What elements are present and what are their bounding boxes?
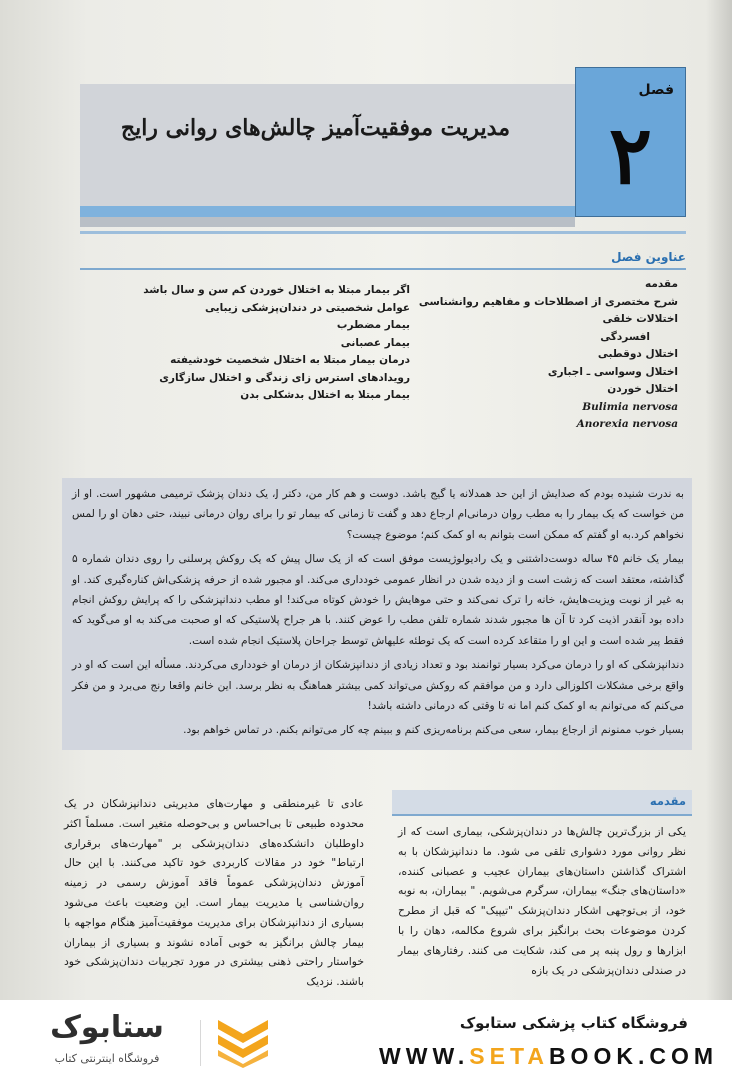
case-paragraph: دندانپزشکی که او را درمان می‌کرد بسیار توانمند بود و تعداد زیادی از دندانپزشکان از درمان او خودداری می‌کردند. مسأله این است که او در واقع برخی مشکلات اکلوزالی دارد و من موافقم که روکش می‌تواند کمی بیشتر هماهنگ به نظر برسد. این خانم واقعا رنج می‌برد و من فکر می‌کنم که می‌توانم به او کمک کنم اما نه تا وقتی که درمانی داشته باشد! (72, 659, 684, 713)
url-accent: SETA (469, 1043, 549, 1069)
contents-item: درمان بیمار مبتلا به اختلال شخصیت خودشیفته (170, 354, 410, 366)
contents-item: بیمار مضطرب (336, 319, 410, 331)
case-paragraph: بسیار خوب ممنونم از ارجاع بیمار، سعی می‌کنم برنامه‌ریزی کنم و ببینم چه کار می‌توانم بکنم. در تماس خواهم بود. (183, 724, 684, 737)
url-post: BOOK.COM (548, 1043, 718, 1069)
contents-item: اختلالات خلقی (602, 313, 678, 325)
contents-item: بیمار مبتلا به اختلال بدشکلی بدن (240, 389, 410, 401)
setabook-logo-icon (214, 1014, 272, 1068)
contents-item: Anorexia nervosa (576, 418, 678, 430)
chapter-label: فصل (638, 82, 674, 98)
logo-wordmark: ستابوک (50, 1010, 164, 1045)
logo-divider (200, 1020, 201, 1066)
contents-right-column (420, 276, 678, 434)
case-paragraph: بیمار یک خانم ۴۵ ساله دوست‌داشتنی و یک رادیولوژیست موفق است که از یک سال پیش که یک روکش پرسلنی را روی دندان شماره ۵ گذاشته، معتقد است که زشت است و از دیده شدن در انظار عمومی خودداری می‌کند. او مجبور شده از حرفه پزشکی‌اش کناره‌گیری کند. او به غیر از نوبت ویزیت‌هایش، خانه را ترک نمی‌کند و حتی موهایش را خودش کوتاه می‌کند! او مطب دندانپزشکی را که پرایش روکش انجام داده بود آنقدر اذیت کرد تا آن ها مجبور شدند شماره تلفن مطب را عوض کنند. با هر جراح پلاستیکی که او صحبت می‌کند به او می‌گوید که فقط پیر شده است و این او را متقاعد کرده است که یک توطئه علیهاش توسط جراحان پلاستیک انجام شده است. (72, 553, 685, 647)
contents-item: افسردگی (600, 330, 650, 343)
intro-heading: مقدمه (649, 794, 686, 808)
contents-item: شرح مختصری از اصطلاحات و مفاهیم روانشناسی (418, 295, 678, 308)
header-rule (80, 231, 686, 234)
contents-item: اختلال وسواسی ـ اجباری (547, 365, 678, 378)
contents-item: اختلال دوقطبی (597, 348, 678, 360)
intro-left-column: عادی تا غیرمنطقی و مهارت‌های مدیریتی دندانپزشکان در یک محدوده طبیعی تا بی‌احساس و بی‌حوصله متغیر است. مسلماً اکثر داوطلبان دانشکده‌های دندان‌پزشکی بر "مهارت‌های برقراری ارتباط" خود در مقالات کاربردی خود تاکید می‌کنند. با این حال آموزش دندان‌پزشکی عموماً فاقد آموزش رسمی در زمینه روان‌شناسی یا مدیریت بیمار است. این وضعیت باعث می‌شود بسیاری از دندانپزشکان برای مدیریت موفقیت‌آمیز هنگام مواجهه با بیمار چالش برانگیز به خوبی آماده نشوند و بسیاری از بیماران خواستار راحتی ذهنی بیشتری در مورد تجربیات دندان‌پزشکی خود باشند. نزدیک (64, 797, 364, 989)
footer-shop-name: فروشگاه کتاب پزشکی ستابوک (459, 1014, 688, 1032)
contents-item: بیمار عصبانی (340, 336, 410, 349)
contents-item: اختلال خوردن (607, 383, 678, 395)
case-paragraph: به ندرت شنیده بودم که صدایش از این حد همدلانه یا گیج باشد. دوست و هم کار من، دکتر J، یک دندان پزشک ترمیمی مشهور است. او از من خواست که یک بیمار را به مطب روان درمانی‌ام ارجاع دهد و گفت تا زمانی که بیمار تو را برای روان درمانی نبیند، حتی دهان او را لمس نخواهم کرد.به او گفتم که ممکن است بتوانم به او کمک کنم؛ موضوع چیست؟ (72, 488, 684, 541)
contents-item: اگر بیمار مبتلا به اختلال خوردن کم سن و سال باشد (143, 284, 410, 296)
contents-item: Bulimia nervosa (582, 400, 678, 413)
contents-item: رویدادهای استرس زای زندگی و اختلال سازگاری (159, 371, 410, 384)
logo-tagline: فروشگاه اینترنتی کتاب (54, 1052, 160, 1065)
page-spine-shadow (706, 0, 732, 1000)
intro-rule (392, 814, 692, 816)
contents-left-column (143, 282, 410, 405)
contents-item: مقدمه (645, 278, 678, 290)
chapter-title: مدیریت موفقیت‌آمیز چالش‌های روانی رایج (120, 115, 510, 141)
chapter-header-band (80, 84, 588, 206)
footer-url[interactable] (379, 1043, 718, 1070)
url-pre: WWW. (379, 1043, 470, 1069)
header-strip-blue (80, 206, 575, 217)
chapter-number: ۲ (609, 108, 652, 202)
intro-right-column: یکی از بزرگ‌ترین چالش‌ها در دندان‌پزشکی، بیماری است که از نظر روانی مورد دشواری تلقی می شود. ما دندانپزشکان با به اشتراک گذاشتن داستان‌های بیماران عجیب و عصبانی کننده، «داستان‌های جنگ» بیماران، سرگرم می‌شویم. " بیماران، به نوبه خود، از بی‌توجهی اشکار دندان‌پزشک "تیپیک" که قبل از مطرح کردن موضوعات بحث برانگیز برای شروع مکالمه، دهان را با ابزارها و رول پنبه پر می کند، شکایت می کنند. رفتارهای بیمار در صندلی دندان‌پزشکی در یک بازه (398, 825, 686, 977)
case-study-text (72, 484, 684, 745)
contents-item: عوامل شخصیتی در دندان‌پزشکی زیبایی (205, 301, 410, 314)
header-strip-gray (80, 217, 575, 227)
contents-heading: عناوین فصل (611, 250, 686, 264)
contents-rule (80, 268, 686, 270)
